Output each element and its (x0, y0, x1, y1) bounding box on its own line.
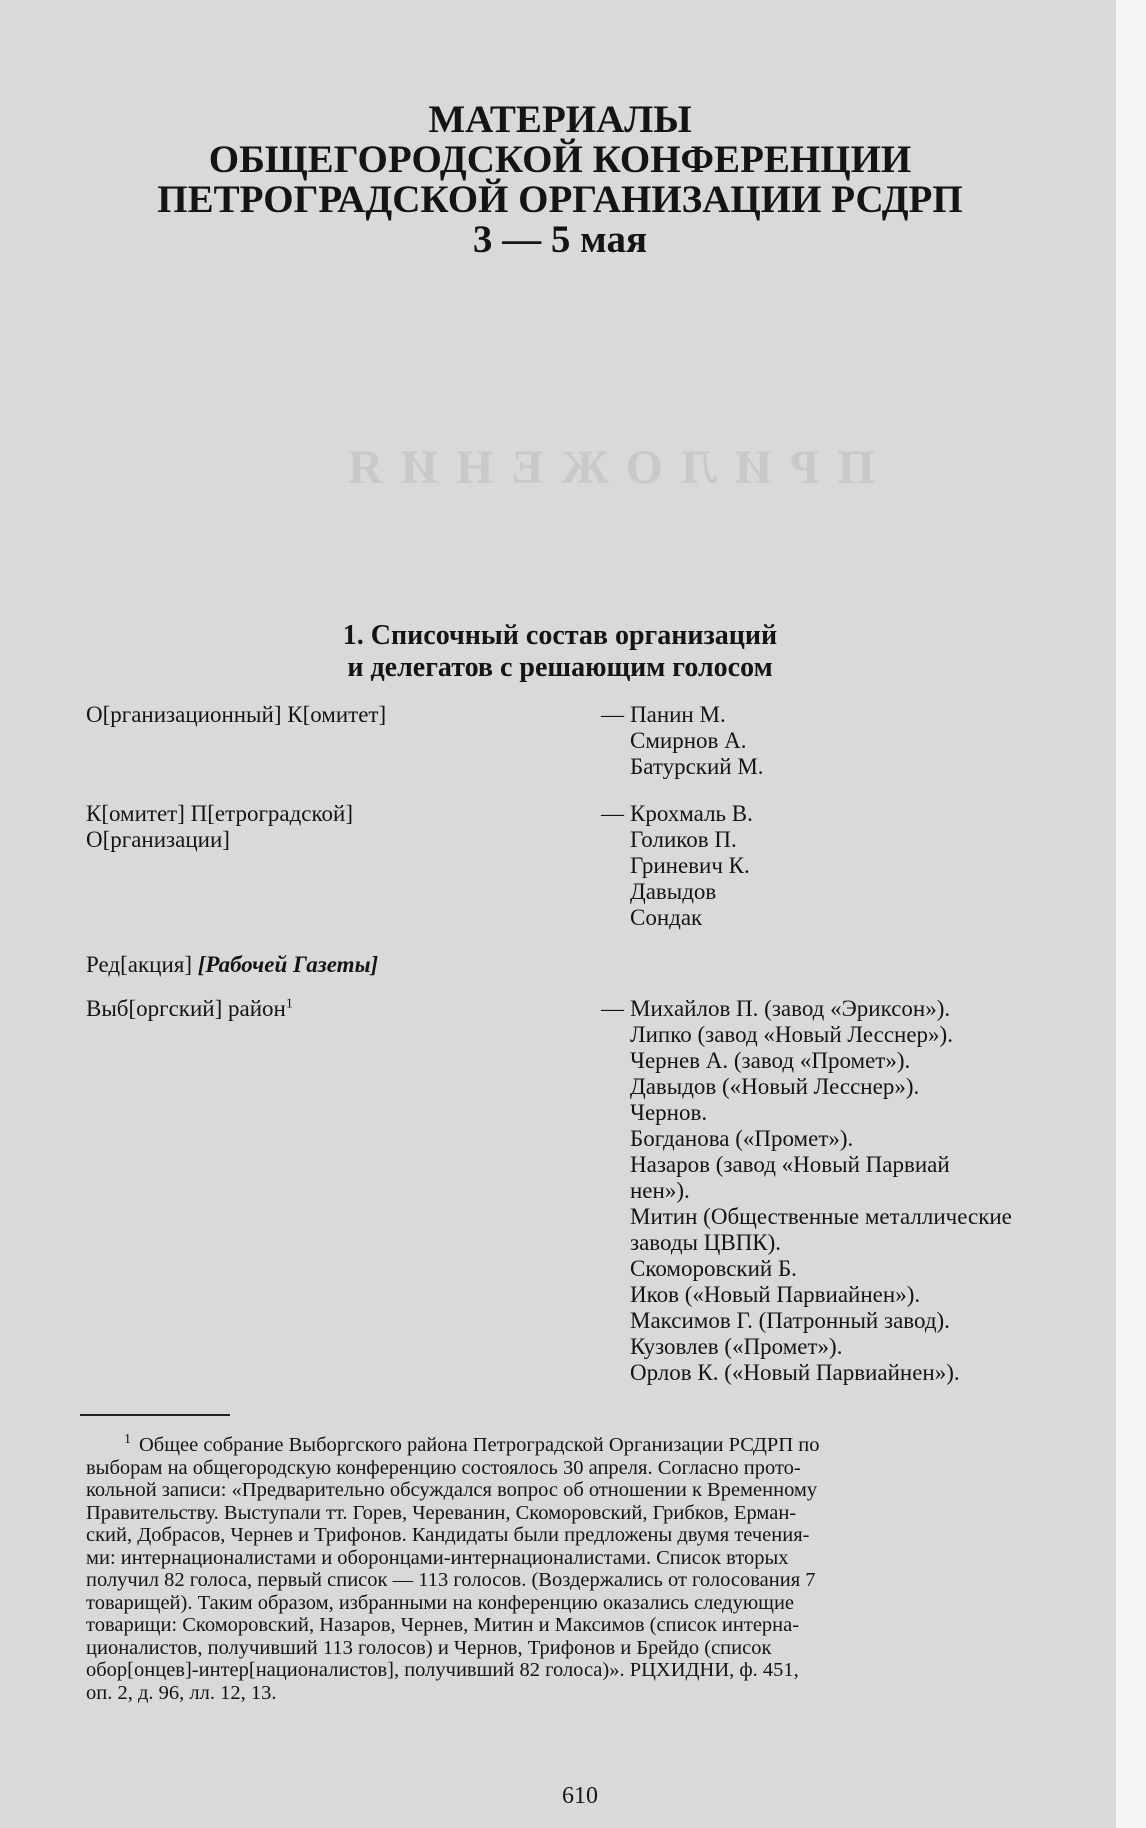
delegate-entry (86, 801, 1096, 931)
entry-dash: — (601, 801, 624, 826)
delegate-name: Батурский М. (630, 754, 764, 779)
delegate-entry (86, 702, 1096, 780)
organization-name-line: О[рганизации] (86, 827, 230, 852)
footnote-line: обор[онцев]-интер[националистов], получивший 82 голоса)». РЦХИДНИ, ф. 451, (86, 1659, 799, 1681)
entry-dash: — (601, 702, 624, 727)
delegate-names (630, 996, 1096, 1386)
newspaper-title: [Рабочей Газеты] (197, 952, 379, 977)
delegate-name: Давыдов (630, 879, 717, 904)
delegate-name: Иков («Новый Парвиайнен»). (630, 1282, 921, 1307)
delegate-name: Митин (Общественные металлические (630, 1204, 1012, 1229)
title-line: ПЕТРОГРАДСКОЙ ОРГАНИЗАЦИИ РСДРП (157, 178, 963, 221)
delegate-name: заводы ЦВПК). (630, 1230, 782, 1255)
delegate-names (630, 801, 1096, 931)
delegate-name: Сондак (630, 905, 703, 930)
title-line: ОБЩЕГОРОДСКОЙ КОНФЕРЕНЦИИ (208, 138, 912, 181)
delegate-name: Панин М. (630, 702, 726, 727)
delegate-name: Смирнов А. (630, 728, 747, 753)
page-number: 610 (562, 1783, 598, 1809)
title-dates: 3 — 5 мая (472, 218, 648, 261)
footnote-line: ми: интернационалистами и оборонцами-интернационалистами. Список вторых (86, 1546, 789, 1569)
delegate-name: Богданова («Промет»). (630, 1126, 854, 1151)
footnote-line: товарищи: Скоморовский, Назаров, Чернев, Митин и Максимов (список интерна- (86, 1614, 800, 1636)
footnote-line: получил 82 голоса, первый список — 113 голосов. (Воздержались от голосования 7 (86, 1569, 816, 1591)
footnote-line: Правительству. Выступали тт. Горев, Череванин, Скоморовский, Грибков, Ерман- (86, 1501, 797, 1524)
organization-name (86, 801, 601, 931)
footnote-separator (80, 1414, 230, 1416)
organization-name (86, 952, 601, 978)
footnote-line (86, 1434, 1096, 1457)
delegate-name: Назаров (завод «Новый Парвиай (630, 1152, 950, 1177)
delegate-name: Липко (завод «Новый Лесснер»). (630, 1022, 953, 1047)
delegate-names (630, 702, 1096, 780)
page-edge (1116, 0, 1146, 1828)
delegate-name: Орлов К. («Новый Парвиайнен»). (630, 1360, 960, 1385)
delegate-name: нен»). (630, 1178, 690, 1203)
organization-name (86, 996, 601, 1386)
footnote-line: выборам на общегородскую конференцию состоялось 30 апреля. Согласно прото- (86, 1456, 801, 1479)
organization-name: О[рганизационный] К[омитет] (86, 702, 387, 727)
footnote-mark: 1 (124, 1432, 131, 1448)
section-heading-line: и делегатов с решающим голосом (347, 652, 773, 683)
delegate-name: Скоморовский Б. (630, 1256, 797, 1281)
footnote-line: ционалистов, получивший 113 голосов) и Чернов, Трифонов и Брейдо (список (86, 1636, 772, 1659)
footnote-line: товарищей). Таким образом, избранными на конференцию оказались следующие (86, 1591, 795, 1614)
delegate-name: Михайлов П. (завод «Эриксон»). (630, 996, 951, 1021)
document-title (60, 100, 1060, 260)
organization-name-text: Выб[оргский] район (86, 996, 286, 1021)
organization-prefix: Ред[акция] (86, 952, 192, 977)
footnote (86, 1434, 1096, 1704)
footnote-line: ский, Добрасов, Чернев и Трифонов. Кандидаты были предложены двумя течения- (86, 1524, 810, 1546)
delegate-name: Крохмаль В. (630, 801, 753, 826)
delegate-name: Гриневич К. (630, 853, 750, 878)
organization-name-line: К[омитет] П[етроградской] (86, 801, 353, 826)
delegate-name: Давыдов («Новый Лесснер»). (630, 1074, 920, 1099)
bleed-through-text: ПРИЛОЖЕНИЯ (330, 441, 875, 494)
delegate-name: Кузовлев («Промет»). (630, 1334, 843, 1359)
section-heading-line: 1. Списочный состав организаций (342, 620, 778, 651)
footnote-line: оп. 2, д. 96, лл. 12, 13. (86, 1681, 277, 1704)
title-line: МАТЕРИАЛЫ (428, 98, 692, 141)
delegate-name: Чернев А. (завод «Промет»). (630, 1048, 911, 1073)
delegate-list (86, 702, 1096, 1407)
delegate-entry (86, 952, 1096, 978)
delegate-name: Максимов Г. (Патронный завод). (630, 1308, 950, 1333)
footnote-reference: 1 (285, 996, 293, 1012)
delegate-name: Голиков П. (630, 827, 737, 852)
section-heading (160, 620, 960, 684)
footnote-text: Общее собрание Выборгского района Петроградской Организации РСДРП по (139, 1434, 820, 1456)
delegate-name: Чернов. (630, 1100, 708, 1125)
delegate-entry (86, 996, 1096, 1386)
entry-dash: — (601, 996, 624, 1021)
footnote-line: кольной записи: «Предварительно обсуждался вопрос об отношении к Временному (86, 1479, 818, 1501)
